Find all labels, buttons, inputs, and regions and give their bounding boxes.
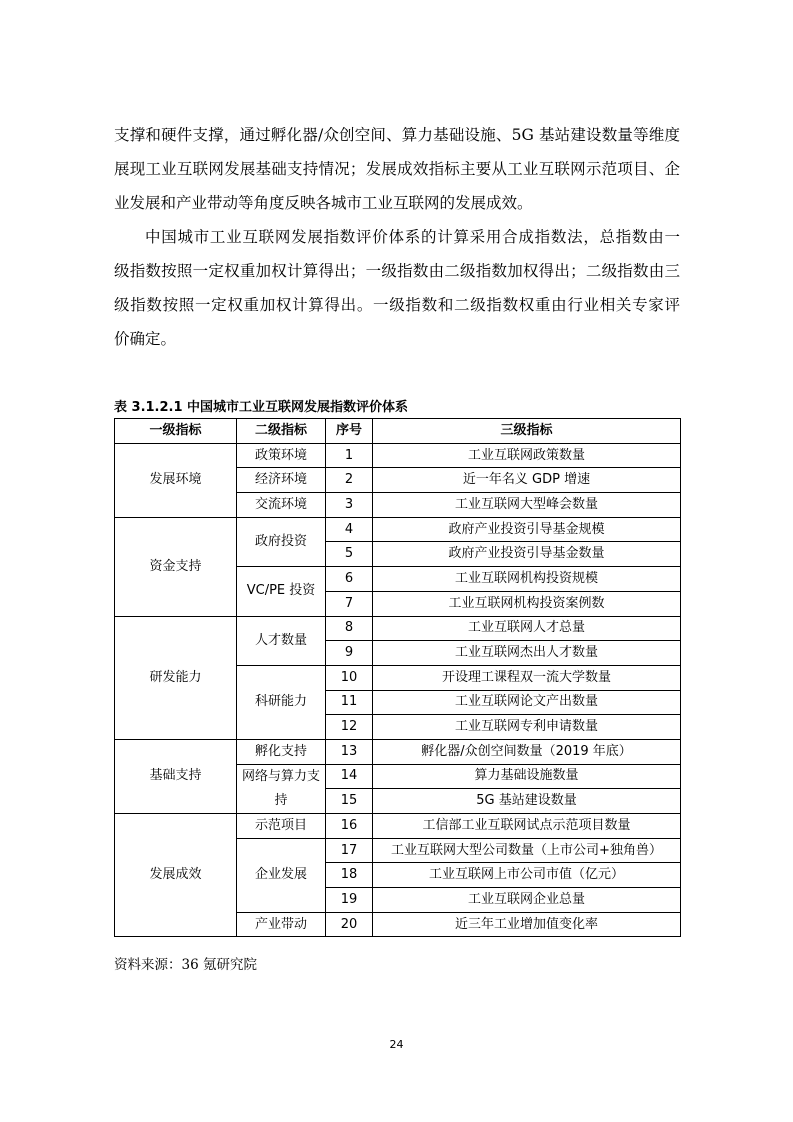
number-cell: 20	[326, 912, 373, 937]
table-caption: 表 3.1.2.1 中国城市工业互联网发展指数评价体系	[114, 400, 409, 415]
number-cell: 9	[326, 641, 373, 666]
header-level1: 一级指标	[115, 419, 237, 444]
number-cell: 14	[326, 764, 373, 789]
source-note: 资料来源：36 氪研究院	[114, 957, 257, 973]
paragraph-2	[114, 220, 680, 356]
level1-cell: 资金支持	[115, 517, 237, 616]
paragraph-line: 支撑和硬件支撑，通过孵化器/众创空间、算力基础设施、5G 基站建设数量等维度	[114, 126, 680, 144]
paragraph-line: 展现工业互联网发展基础支持情况；发展成效指标主要从工业互联网示范项目、企	[114, 160, 680, 178]
paragraph-1	[114, 118, 680, 220]
number-cell: 3	[326, 493, 373, 518]
level1-cell: 发展成效	[115, 814, 237, 937]
paragraph-line: 业发展和产业带动等角度反映各城市工业互联网的发展成效。	[114, 194, 533, 212]
header-number: 序号	[326, 419, 373, 444]
number-cell: 6	[326, 567, 373, 592]
indicator-cell: 工业互联网杰出人才数量	[373, 641, 681, 666]
level2-cell: VC/PE 投资	[237, 567, 326, 616]
level1-cell: 发展环境	[115, 443, 237, 517]
number-cell: 16	[326, 814, 373, 839]
table-header-row	[115, 419, 681, 444]
indicator-cell: 工信部工业互联网试点示范项目数量	[373, 814, 681, 839]
number-cell: 8	[326, 616, 373, 641]
indicator-cell: 工业互联网上市公司市值（亿元）	[373, 863, 681, 888]
indicator-cell: 工业互联网论文产出数量	[373, 690, 681, 715]
indicator-cell: 工业互联网大型公司数量（上市公司+独角兽）	[373, 838, 681, 863]
indicator-cell: 工业互联网人才总量	[373, 616, 681, 641]
level1-cell: 基础支持	[115, 739, 237, 813]
number-cell: 12	[326, 715, 373, 740]
header-level2: 二级指标	[237, 419, 326, 444]
table-row	[115, 517, 681, 542]
indicator-cell: 近一年名义 GDP 增速	[373, 468, 681, 493]
indicator-cell: 政府产业投资引导基金数量	[373, 542, 681, 567]
table-row	[115, 739, 681, 764]
number-cell: 17	[326, 838, 373, 863]
paragraph-line: 价确定。	[114, 330, 177, 348]
level2-cell: 产业带动	[237, 912, 326, 937]
level2-cell: 政府投资	[237, 517, 326, 566]
number-cell: 2	[326, 468, 373, 493]
page-number: 24	[389, 1038, 404, 1051]
level2-cell: 示范项目	[237, 814, 326, 839]
level1-cell: 研发能力	[115, 616, 237, 739]
table-row	[115, 814, 681, 839]
paragraph-line: 级指数按照一定权重加权计算得出；一级指数由二级指数加权得出；二级指数由三	[114, 262, 680, 280]
number-cell: 13	[326, 739, 373, 764]
number-cell: 11	[326, 690, 373, 715]
level2-cell: 网络与算力支持	[237, 764, 326, 813]
table-row	[115, 443, 681, 468]
level2-cell: 科研能力	[237, 665, 326, 739]
number-cell: 1	[326, 443, 373, 468]
level2-cell: 政策环境	[237, 443, 326, 468]
indicator-cell: 孵化器/众创空间数量（2019 年底）	[373, 739, 681, 764]
paragraph-line: 中国城市工业互联网发展指数评价体系的计算采用合成指数法，总指数由一	[145, 228, 680, 246]
number-cell: 4	[326, 517, 373, 542]
level2-cell: 企业发展	[237, 838, 326, 912]
paragraph-line: 级指数按照一定权重加权计算得出。一级指数和二级指数权重由行业相关专家评	[114, 296, 680, 314]
indicator-cell: 5G 基站建设数量	[373, 789, 681, 814]
indicator-cell: 工业互联网专利申请数量	[373, 715, 681, 740]
indicator-cell: 工业互联网政策数量	[373, 443, 681, 468]
level2-cell: 孵化支持	[237, 739, 326, 764]
indicator-cell: 工业互联网企业总量	[373, 888, 681, 913]
level2-cell: 人才数量	[237, 616, 326, 665]
index-system-table	[114, 418, 681, 937]
indicator-cell: 工业互联网机构投资规模	[373, 567, 681, 592]
indicator-cell: 近三年工业增加值变化率	[373, 912, 681, 937]
number-cell: 19	[326, 888, 373, 913]
level2-cell: 交流环境	[237, 493, 326, 518]
header-level3: 三级指标	[373, 419, 681, 444]
indicator-cell: 工业互联网机构投资案例数	[373, 591, 681, 616]
number-cell: 7	[326, 591, 373, 616]
indicator-cell: 算力基础设施数量	[373, 764, 681, 789]
indicator-cell: 开设理工课程双一流大学数量	[373, 665, 681, 690]
number-cell: 5	[326, 542, 373, 567]
number-cell: 15	[326, 789, 373, 814]
table-row	[115, 616, 681, 641]
indicator-cell: 工业互联网大型峰会数量	[373, 493, 681, 518]
number-cell: 18	[326, 863, 373, 888]
level2-cell: 经济环境	[237, 468, 326, 493]
indicator-cell: 政府产业投资引导基金规模	[373, 517, 681, 542]
number-cell: 10	[326, 665, 373, 690]
